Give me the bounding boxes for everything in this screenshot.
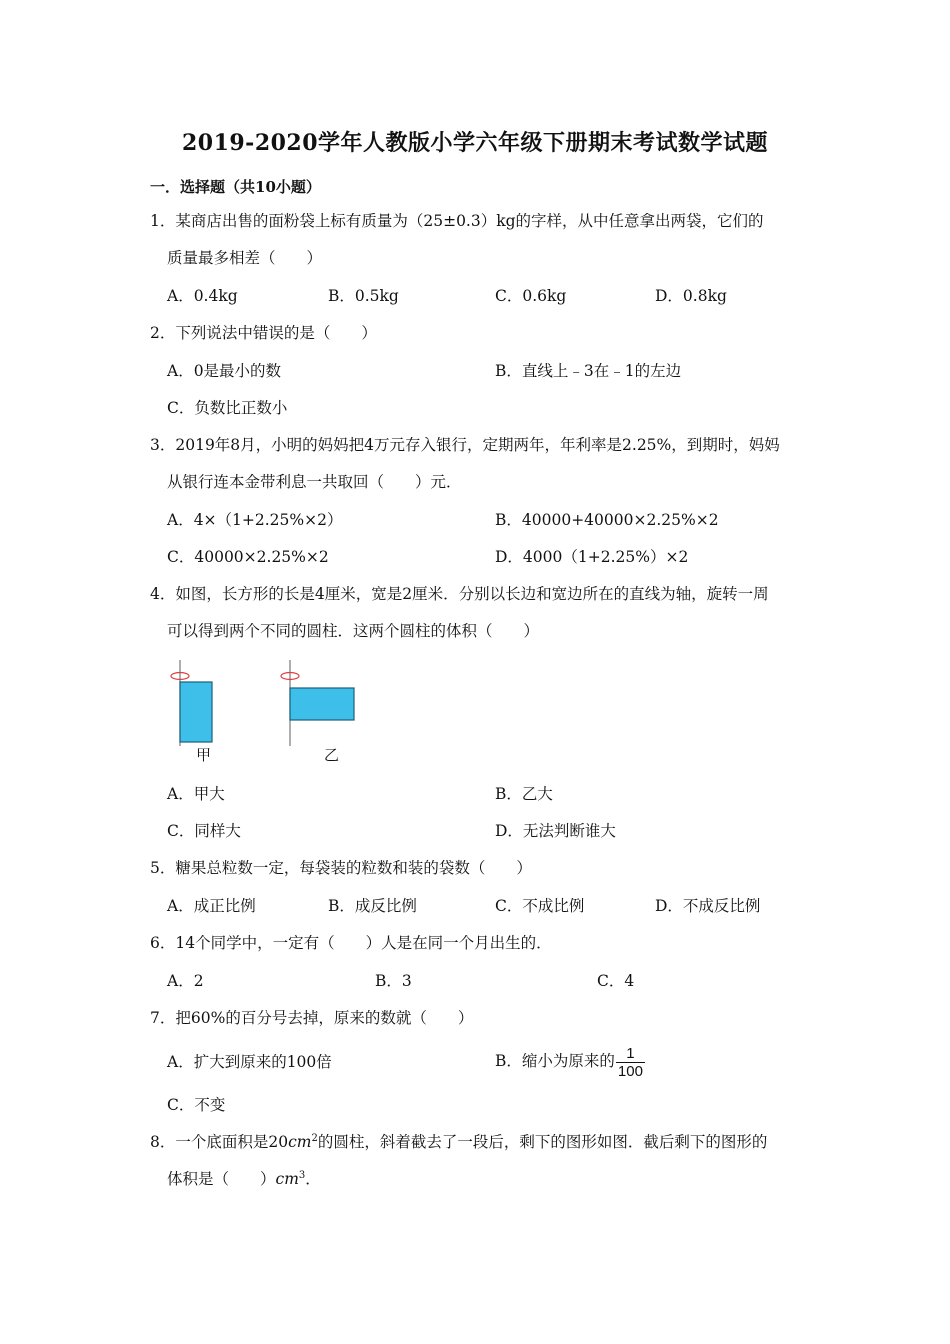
- question-4-option-d: D．无法判断谁大: [495, 822, 616, 840]
- figure-label-yi: 乙: [324, 747, 340, 764]
- figure-yi: [281, 660, 354, 746]
- question-6-option-b: B．3: [375, 972, 412, 990]
- q8-sup-b: 3: [298, 1169, 306, 1181]
- question-4-stem-line2: 可以得到两个不同的圆柱．这两个圆柱的体积（ ）: [167, 622, 540, 640]
- q8-unit-b: cm: [275, 1170, 299, 1188]
- q8-text-b: 的圆柱，斜着截去了一段后，剩下的图形如图．截后剩下的图形的: [317, 1133, 768, 1151]
- figure-jia: [171, 660, 212, 746]
- question-4-option-b: B．乙大: [495, 785, 553, 803]
- question-6-option-c: C．4: [597, 972, 635, 990]
- question-1-stem-line2: 质量最多相差（ ）: [167, 249, 323, 267]
- question-2-stem: 2．下列说法中错误的是（ ）: [150, 324, 377, 342]
- question-7-option-b-text: B．缩小为原来的: [495, 1052, 615, 1070]
- question-1-option-a: A．0.4kg: [167, 287, 238, 305]
- question-4-stem-line1: 4．如图，长方形的长是4厘米，宽是2厘米．分别以长边和宽边所在的直线为轴，旋转一周: [150, 585, 769, 603]
- q8-text-c: 体积是（ ）: [167, 1170, 276, 1188]
- question-7-option-b: [495, 1041, 645, 1081]
- question-1-option-b: B．0.5kg: [328, 287, 399, 305]
- question-5-option-a: A．成正比例: [167, 897, 256, 915]
- question-7-option-a: A．扩大到原来的100倍: [167, 1053, 332, 1071]
- question-8-stem-line1: [150, 1131, 767, 1153]
- question-3-stem-line1: 3．2019年8月，小明的妈妈把4万元存入银行，定期两年，年利率是2.25%，到期时，妈妈: [150, 436, 780, 454]
- question-2-option-b: B．直线上﹣3在﹣1的左边: [495, 362, 682, 380]
- q8-text-d: ．: [305, 1170, 321, 1188]
- q8-unit-a: cm: [288, 1133, 312, 1151]
- rectangle-yi: [290, 688, 354, 720]
- rectangle-jia: [180, 682, 212, 742]
- question-6-stem: 6．14个同学中，一定有（ ）人是在同一个月出生的．: [150, 934, 552, 952]
- question-7-option-c: C．不变: [167, 1096, 226, 1114]
- question-5-option-b: B．成反比例: [328, 897, 417, 915]
- question-3-stem-line2: 从银行连本金带利息一共取回（ ）元．: [167, 473, 462, 491]
- figure-label-jia: 甲: [196, 747, 212, 764]
- question-3-option-a: A．4×（1+2.25%×2）: [167, 511, 343, 529]
- section-heading: 一．选择题（共10小题）: [150, 178, 321, 196]
- question-7-stem: 7．把60%的百分号去掉，原来的数就（ ）: [150, 1009, 474, 1027]
- fraction-numerator: 1: [616, 1045, 645, 1063]
- question-8-stem-line2: [167, 1168, 321, 1190]
- question-6-option-a: A．2: [167, 972, 204, 990]
- q8-sup-a: 2: [311, 1132, 318, 1144]
- question-5-option-d: D．不成反比例: [655, 897, 761, 915]
- question-2-option-a: A．0是最小的数: [167, 362, 282, 380]
- question-2-option-c: C．负数比正数小: [167, 399, 288, 417]
- page-title: 2019-2020学年人教版小学六年级下册期末考试数学试题: [181, 130, 769, 156]
- question-5-option-c: C．不成比例: [495, 897, 585, 915]
- question-1-option-d: D．0.8kg: [655, 287, 727, 305]
- question-5-stem: 5．糖果总粒数一定，每袋装的粒数和装的袋数（ ）: [150, 859, 532, 877]
- question-4-option-a: A．甲大: [167, 785, 225, 803]
- question-3-option-b: B．40000+40000×2.25%×2: [495, 511, 719, 529]
- fraction-denominator: 100: [617, 1062, 643, 1080]
- question-1-option-c: C．0.6kg: [495, 287, 567, 305]
- question-3-option-c: C．40000×2.25%×2: [167, 548, 329, 566]
- q8-text-a: 8．一个底面积是20: [150, 1133, 289, 1151]
- question-4-option-c: C．同样大: [167, 822, 241, 840]
- question-1-stem-line1: 1．某商店出售的面粉袋上标有质量为（25±0.3）kg的字样，从中任意拿出两袋，它们的: [150, 212, 764, 230]
- question-3-option-d: D．4000（1+2.25%）×2: [495, 548, 689, 566]
- fraction-one-hundredth: [616, 1045, 645, 1080]
